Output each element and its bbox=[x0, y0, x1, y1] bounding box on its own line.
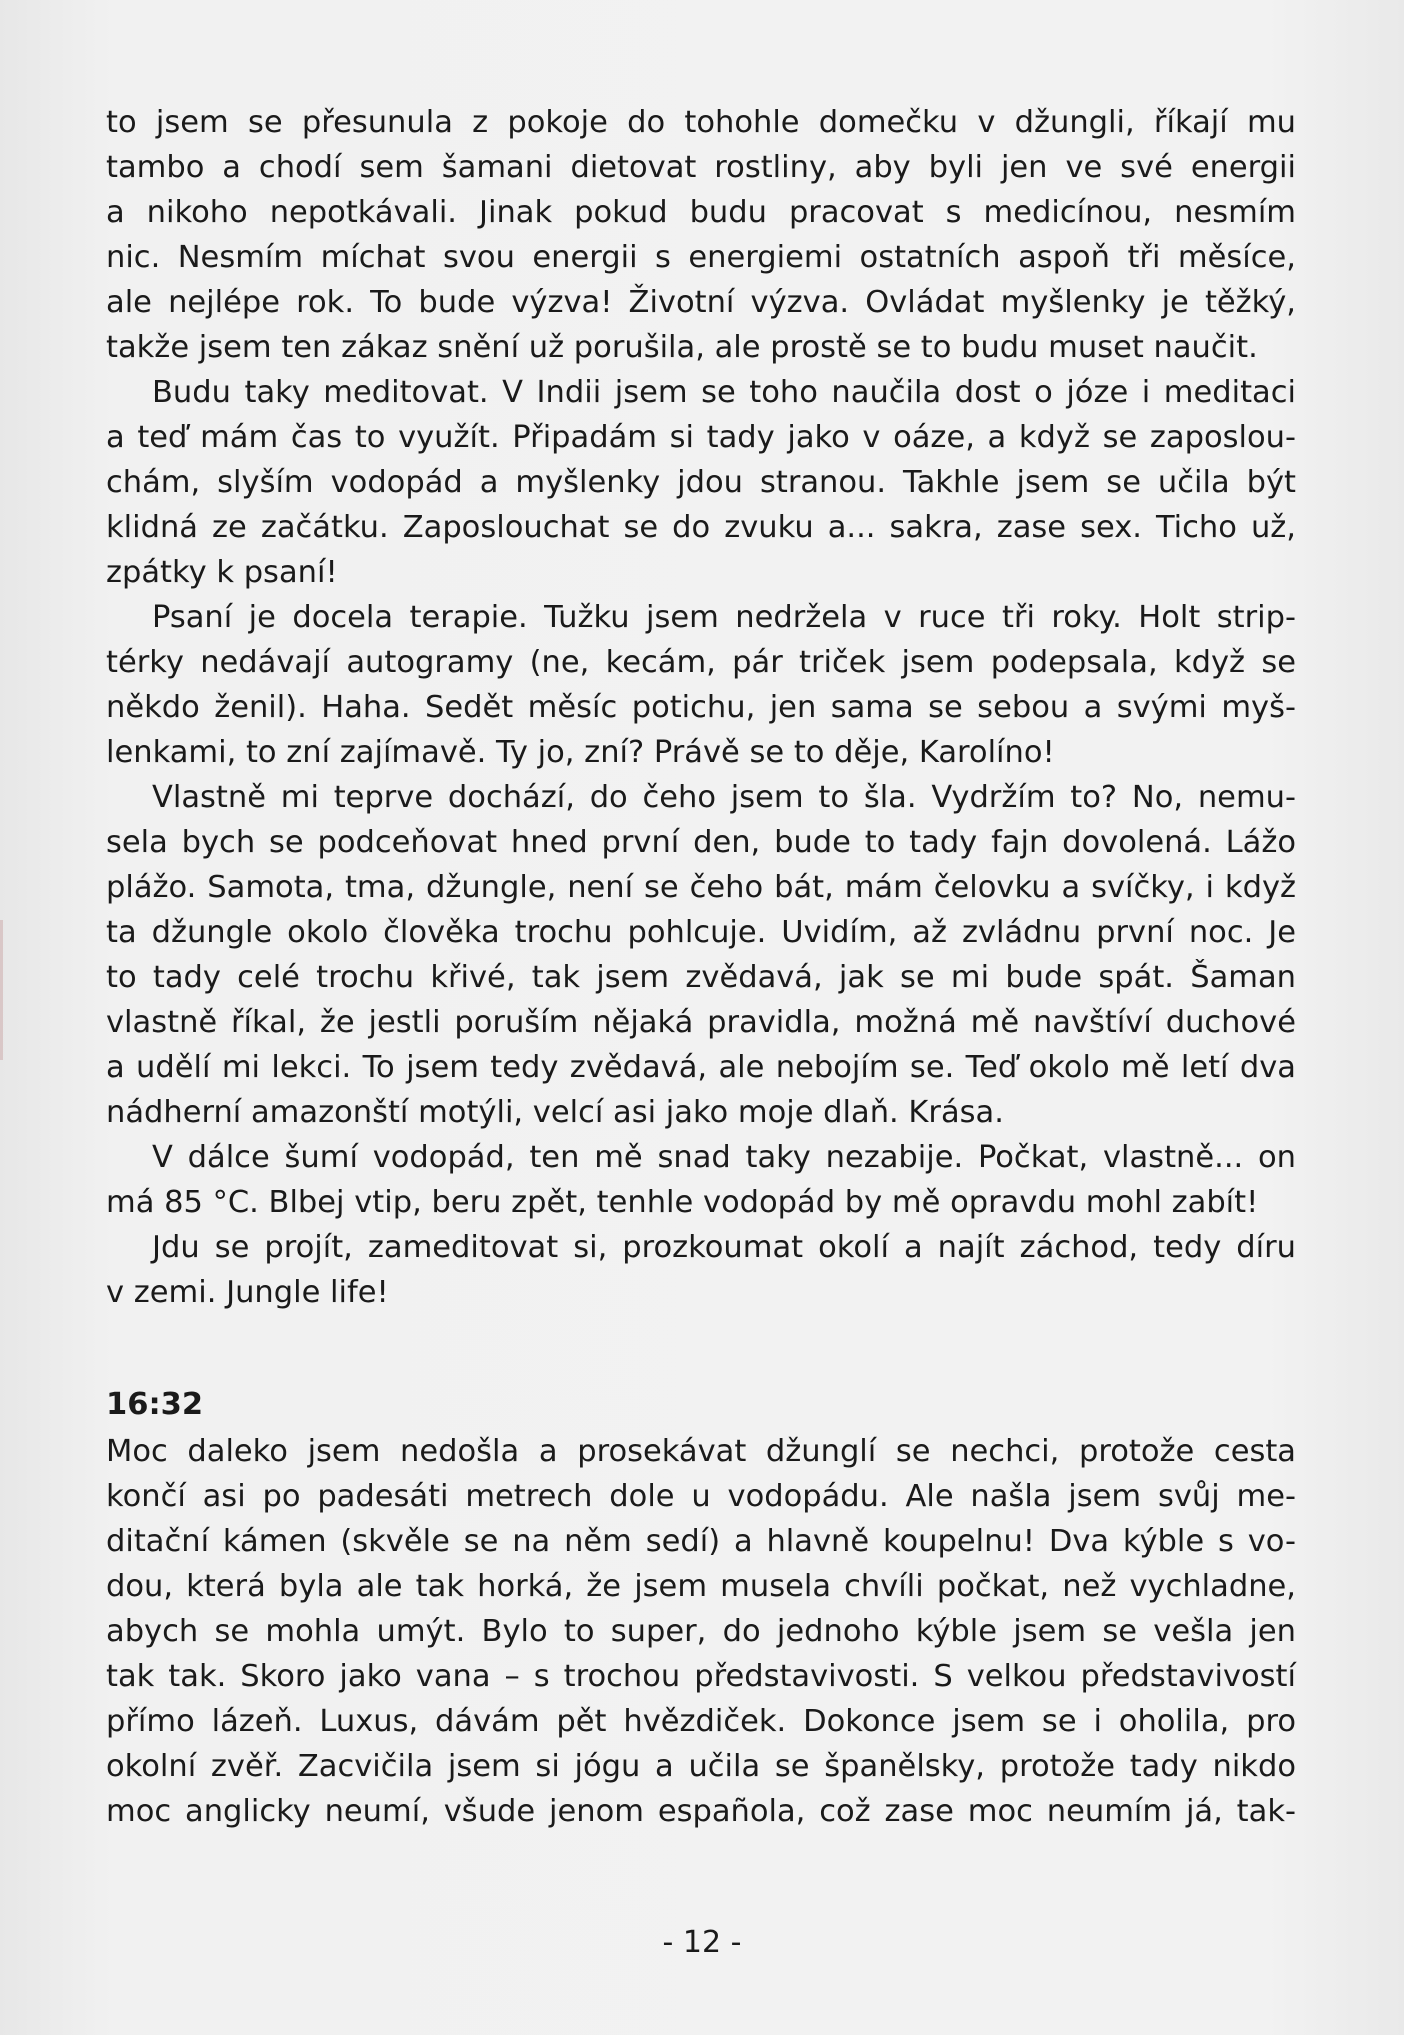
page-edge-mark bbox=[0, 920, 3, 1060]
text-line: dou, která byla ale tak horká, že jsem musela chvíli počkat, než vychladne, bbox=[106, 1569, 1296, 1604]
text-line: zpátky k psaní! bbox=[106, 555, 338, 590]
text-line: takže jsem ten zákaz snění už porušila, ale prostě se to budu muset naučit. bbox=[106, 330, 1258, 365]
text-line: okolní zvěř. Zacvičila jsem si jógu a učila se španělsky, protože tady nikdo bbox=[106, 1749, 1296, 1784]
text-line: končí asi po padesáti metrech dole u vodopádu. Ale našla jsem svůj me- bbox=[106, 1479, 1296, 1514]
text-line: tambo a chodí sem šamani dietovat rostliny, aby byli jen ve své energii bbox=[106, 150, 1296, 185]
section-gap bbox=[106, 1315, 1296, 1381]
text-line: to jsem se přesunula z pokoje do tohohle domečku v džungli, říkají mu bbox=[106, 105, 1296, 140]
page-number: - 12 - bbox=[662, 1925, 742, 1960]
text-line: lenkami, to zní zajímavě. Ty jo, zní? Právě se to děje, Karolíno! bbox=[106, 735, 1055, 770]
text-line: sela bych se podceňovat hned první den, bude to tady fajn dovolená. Lážo bbox=[106, 825, 1296, 860]
text-line: ditační kámen (skvěle se na něm sedí) a hlavně koupelnu! Dva kýble s vo- bbox=[106, 1524, 1296, 1559]
text-line: a teď mám čas to využít. Připadám si tady jako v oáze, a když se zaposlou- bbox=[106, 420, 1296, 455]
text-line: přímo lázeň. Luxus, dávám pět hvězdiček. Dokonce jsem se i oholila, pro bbox=[106, 1704, 1296, 1739]
text-line: nic. Nesmím míchat svou energii s energiemi ostatních aspoň tři měsíce, bbox=[106, 240, 1296, 275]
text-line: klidná ze začátku. Zaposlouchat se do zvuku a... sakra, zase sex. Ticho už, bbox=[106, 510, 1296, 545]
time-heading: 16:32 bbox=[106, 1387, 204, 1422]
text-line: v zemi. Jungle life! bbox=[106, 1275, 389, 1310]
text-line: V dálce šumí vodopád, ten mě snad taky nezabije. Počkat, vlastně... on bbox=[152, 1140, 1296, 1175]
text-line: někdo ženil). Haha. Sedět měsíc potichu, jen sama se sebou a svými myš- bbox=[106, 690, 1296, 725]
text-line: Vlastně mi teprve dochází, do čeho jsem to šla. Vydržím to? No, nemu- bbox=[152, 780, 1296, 815]
text-line: ta džungle okolo člověka trochu pohlcuje. Uvidím, až zvládnu první noc. Je bbox=[106, 915, 1296, 950]
text-line: a udělí mi lekci. To jsem tedy zvědavá, ale nebojím se. Teď okolo mě letí dva bbox=[106, 1050, 1296, 1085]
text-line: abych se mohla umýt. Bylo to super, do jednoho kýble jsem se vešla jen bbox=[106, 1614, 1296, 1649]
text-line: chám, slyším vodopád a myšlenky jdou stranou. Takhle jsem se učila být bbox=[106, 465, 1296, 500]
text-line: Jdu se projít, zameditovat si, prozkoumat okolí a najít záchod, tedy díru bbox=[152, 1230, 1296, 1265]
text-line: Psaní je docela terapie. Tužku jsem nedržela v ruce tři roky. Holt strip- bbox=[152, 600, 1296, 635]
text-line: tak tak. Skoro jako vana – s trochou představivosti. S velkou představivostí bbox=[106, 1659, 1296, 1694]
text-line: moc anglicky neumí, všude jenom española, což zase moc neumím já, tak- bbox=[106, 1794, 1296, 1829]
text-line: to tady celé trochu křivé, tak jsem zvědavá, jak se mi bude spát. Šaman bbox=[106, 960, 1296, 995]
text-line: ale nejlépe rok. To bude výzva! Životní výzva. Ovládat myšlenky je těžký, bbox=[106, 285, 1296, 320]
text-line: plážo. Samota, tma, džungle, není se čeho bát, mám čelovku a svíčky, i když bbox=[106, 870, 1296, 905]
page-text bbox=[106, 100, 1296, 1834]
text-line: vlastně říkal, že jestli poruším nějaká pravidla, možná mě navštíví duchové bbox=[106, 1005, 1296, 1040]
text-line: nádherní amazonští motýli, velcí asi jako moje dlaň. Krása. bbox=[106, 1095, 1004, 1130]
text-line: térky nedávají autogramy (ne, kecám, pár triček jsem podepsala, když se bbox=[106, 645, 1296, 680]
text-line: Moc daleko jsem nedošla a prosekávat džunglí se nechci, protože cesta bbox=[106, 1434, 1296, 1469]
text-line: má 85 °C. Blbej vtip, beru zpět, tenhle vodopád by mě opravdu mohl zabít! bbox=[106, 1185, 1259, 1220]
text-line: Budu taky meditovat. V Indii jsem se toho naučila dost o józe i meditaci bbox=[152, 375, 1296, 410]
text-line: a nikoho nepotkávali. Jinak pokud budu pracovat s medicínou, nesmím bbox=[106, 195, 1296, 230]
